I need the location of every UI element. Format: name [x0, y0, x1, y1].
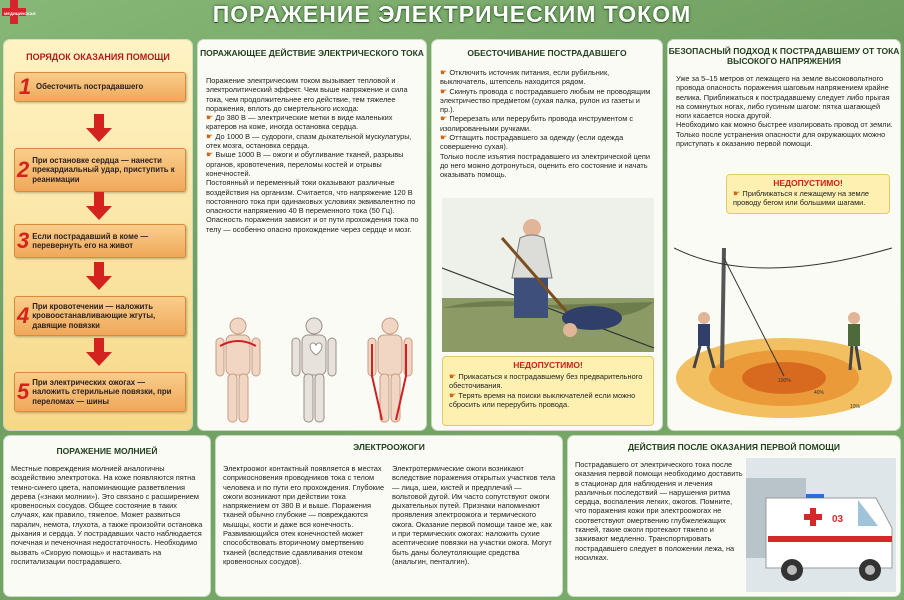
safe-text: [676, 74, 894, 148]
step-number: 4: [17, 303, 30, 328]
safe-paragraph: Необходимо как можно быстрее изолировать провод от земли. Только после устранения опасности для окружающих можно приступать к оказанию первой помощи.: [676, 120, 893, 149]
arrow-down-icon: [86, 114, 112, 144]
after-heading: ДЕЙСТВИЯ ПОСЛЕ ОКАЗАНИЯ ПЕРВОЙ ПОМОЩИ: [627, 442, 841, 452]
step-1: [14, 72, 186, 102]
deenergize-bullet: Оттащить пострадавшего за одежду (если одежда совершенно сухая).: [440, 133, 624, 152]
arrow-down-icon: [86, 338, 112, 368]
hand-pointer-icon: ☛: [206, 113, 216, 123]
arrow-down-icon: [86, 192, 112, 222]
safe-warning: [726, 174, 890, 214]
damage-bullet: До 380 В — электрические метки в виде маленьких кратеров на коже, иногда остановка сердца.: [206, 113, 393, 132]
safe-heading: БЕЗОПАСНЫЙ ПОДХОД К ПОСТРАДАВШЕМУ ОТ ТОКА ВЫСОКОГО НАПРЯЖЕНИЯ: [668, 46, 900, 66]
step-number: 5: [17, 379, 30, 404]
step-text: Обесточить пострадавшего: [36, 82, 144, 92]
warning-item: Терять время на поиски выключателей если можно сбросить или перерубить провода.: [449, 390, 636, 409]
burns-col1: Электроожог контактный появляется в местах соприкосновения проводников тока с телом человека и по пути его прохождения. Глубокие ожоги возникают при действии тока напряжением от 380 В и выше. Поражения тканей обычно глубокие — повреждаются мышцы, кости и даже вся конечность. Развивающийся отек конечностей может способствовать вторичному омертвению тканей (вследствие сдавливания отеком кровеносных сосудов).: [223, 464, 385, 566]
warning-heading: НЕДОПУСТИМО!: [773, 178, 843, 188]
hand-pointer-icon: ☛: [440, 114, 450, 124]
step-number: 2: [17, 157, 30, 182]
damage-bullet: Выше 1000 В — ожоги и обугливание тканей, разрывы органов, кровотечения, переломы костей и отрывы конечностей.: [206, 150, 404, 178]
damage-paragraph: Постоянный и переменный токи оказывают различные воздействия на организм. Считается, что напряжение 120 В постоянного тока при одинаковых условиях эквивалентно по опасности напряжению 40 В переменного тока (50 Гц).: [206, 178, 416, 216]
damage-paragraph: Поражение электрическим током вызывает тепловой и электролитический эффект. Чем выше напряжение и сила тока, чем продолжительнее его действие, тем тяжелее поражения, вплоть до смертельного исхода:: [206, 76, 408, 113]
burns-col2: Электротермические ожоги возникают вследствие поражения открытых участков тела — лица, шеи, кистей и предплечий — вольтовой дугой. Им часто сопутствуют ожоги дыхательных путей. Признаки напоминают проявления электроожога и термического ожога. Оказание первой помощи такое же, как и при термических ожогах: наложить сухие асептические повязки на участки ожога. Могут быть даны болеутоляющие средства (анальгин, пенталгин).: [392, 464, 556, 566]
deenergize-bullet: Перерезать или перерубить провода инструментом с изолированными ручками.: [440, 114, 634, 133]
deenergize-panel: [432, 40, 662, 430]
step-2: [14, 148, 186, 192]
ambulance-number: 03: [832, 514, 844, 525]
warning-heading: НЕДОПУСТИМО!: [513, 360, 583, 370]
hand-pointer-icon: ☛: [440, 133, 450, 143]
step-number: 1: [18, 74, 32, 99]
damage-bullet: До 1000 В — судороги, спазм дыхательной мускулатуры, отек мозга, остановка сердца.: [206, 131, 412, 151]
lightning-text: Местные повреждения молнией аналогичны воздействию электротока. На коже появляются пятна темно-синего цвета, напоминающие разветвления дерева («знаки молнии»). Это связано с расширением кровеносных сосудов. Общее состояние в таких случаях, как правило, тяжелое. Может развиться паралич, немота, глухота, а также произойти остановка дыхания и сердца. У пострадавших часто наблюдается почечная и печеночная недостаточность. Необходимо вызвать «Скорую помощь» и настаивать на госпитализации пострадавшего.: [11, 464, 203, 566]
safe-approach-panel: [668, 40, 900, 430]
hand-pointer-icon: ☛: [440, 86, 450, 96]
warning-item: Приближаться к лежащему на земле проводу бегом или большими шагами.: [733, 189, 870, 208]
hand-pointer-icon: ☛: [206, 131, 216, 141]
step-text: При остановке сердца — нанести прекардиальный удар, приступить к реанимации: [32, 155, 175, 184]
rescue-illustration: [442, 198, 654, 352]
deenergize-bullet: Отключить источник питания, если рубильник, выключатель, штепсель находится рядом.: [440, 68, 610, 87]
hand-pointer-icon: ☛: [733, 189, 743, 198]
hand-pointer-icon: ☛: [206, 150, 216, 160]
pct-outer-label: 10%: [850, 404, 861, 410]
deenergize-warning: [442, 356, 654, 426]
safe-paragraph: Уже за 5–15 метров от лежащего на земле высоковольтного провода опасность поражения шаговым напряжением крайне велика. Приближаться к пострадавшему следует либо прыгая на сомкнутых ногах, либо гусиным шагом: пятка шагающей ноги касается носка другой.: [676, 74, 890, 121]
warning-item: Прикасаться к пострадавшему без предварительного обесточивания.: [449, 372, 643, 391]
step-3: [14, 224, 186, 258]
after-text: Пострадавшего от электрического тока после оказания первой помощи необходимо доставить в стационар для наблюдения и лечения различных последствий — нарушения ритма сердца, воспаления легких, ожогов. Помните, что поражения кожи при электроожогах не соответствуют омертвению глубжележащих тканей, такие ожоги протекают тяжело и заживают медленно. Транспортировать пострадавшего следует в положении лежа, на носилках.: [575, 460, 743, 562]
damage-heading: ПОРАЖАЮЩЕЕ ДЕЙСТВИЕ ЭЛЕКТРИЧЕСКОГО ТОКА: [200, 48, 424, 58]
lightning-panel: [4, 436, 210, 596]
burns-panel: [216, 436, 562, 596]
hand-pointer-icon: ☛: [449, 372, 459, 381]
step-5: [14, 372, 186, 412]
step-text: При кровотечении — наложить кровоостанавливающие жгуты, давящие повязки: [32, 301, 156, 330]
ambulance-illustration: [746, 458, 896, 592]
step-text: Если пострадавший в коме — перевернуть его на живот: [32, 231, 149, 250]
steps-panel: [4, 40, 192, 430]
after-first-aid-panel: [568, 436, 900, 596]
step-text: При электрических ожогах — наложить стерильные повязки, при переломах — шины: [32, 377, 172, 406]
deenergize-bullet: Скинуть провода с пострадавшего любым не проводящим электричество предметом (сухая палка, рулон из газеты и пр.).: [440, 86, 651, 115]
pct-mid-label: 40%: [814, 390, 825, 396]
poster-title: ПОРАЖЕНИЕ ЭЛЕКТРИЧЕСКИМ ТОКОМ: [212, 1, 692, 27]
step-voltage-illustration: [674, 218, 894, 428]
steps-heading: ПОРЯДОК ОКАЗАНИЯ ПОМОЩИ: [26, 52, 170, 62]
burns-heading: ЭЛЕКТРООЖОГИ: [353, 442, 425, 452]
lightning-heading: ПОРАЖЕНИЕ МОЛНИЕЙ: [56, 446, 158, 456]
step-number: 3: [17, 228, 30, 253]
pct-inner-label: 100%: [778, 378, 791, 384]
deenergize-text: [440, 68, 656, 180]
damage-paragraph: Опасность поражения зависит и от пути прохождения тока по телу — особенно опасно прохождение через сердце и мозг.: [206, 215, 419, 234]
deenergize-heading: ОБЕСТОЧИВАНИЕ ПОСТРАДАВШЕГО: [467, 48, 627, 58]
hand-pointer-icon: ☛: [440, 68, 450, 77]
damage-panel: [198, 40, 426, 430]
logo-text: МЕДИЦИНСКАЯ: [4, 11, 36, 16]
deenergize-note: Только после изъятия пострадавшего из электрической цепи до него можно дотронуться, оценить его состояние и начать оказывать помощь.: [440, 151, 651, 180]
damage-text: [206, 76, 420, 234]
arrow-down-icon: [86, 262, 112, 292]
hand-pointer-icon: ☛: [449, 390, 459, 400]
step-4: [14, 296, 186, 336]
body-current-paths-illustration: [210, 316, 416, 426]
